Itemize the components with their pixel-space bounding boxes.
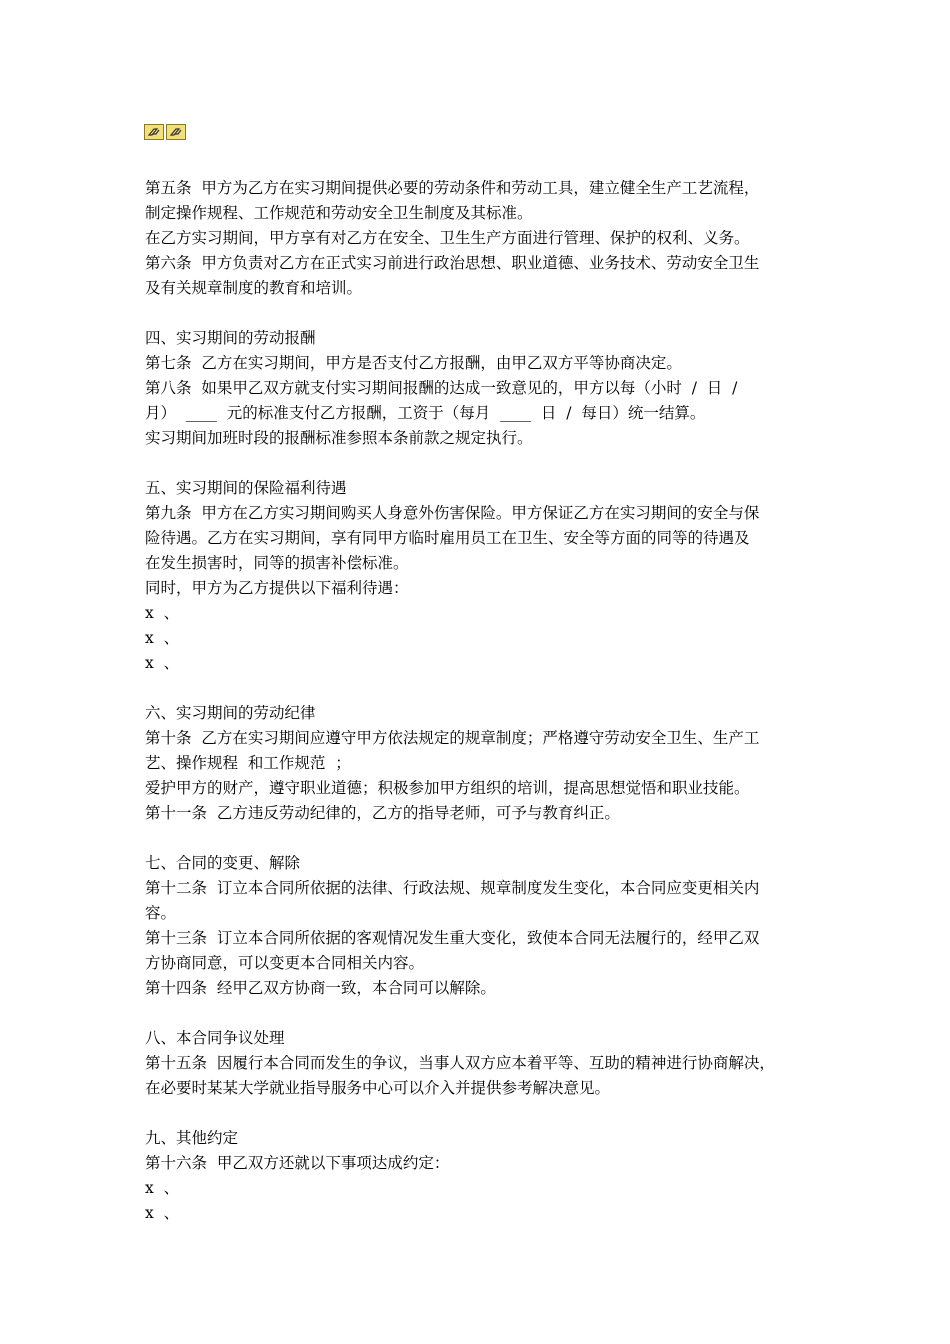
link-icon-glyph bbox=[169, 126, 183, 138]
paragraph-line: 险待遇。乙方在实习期间，享有同甲方临时雇用员工在卫生、安全等方面的同等的待遇及 bbox=[145, 529, 750, 547]
link-icon[interactable] bbox=[144, 124, 164, 140]
list-item: x 、 bbox=[145, 629, 180, 647]
paragraph-line: 艺、操作规程 和工作规范 ； bbox=[145, 754, 351, 772]
paragraph-line: 第十条 乙方在实习期间应遵守甲方依法规定的规章制度；严格遵守劳动安全卫生、生产工 bbox=[145, 729, 760, 747]
paragraph-line: 第十三条 订立本合同所依据的客观情况发生重大变化，致使本合同无法履行的，经甲乙双 bbox=[145, 929, 760, 947]
paragraph-line: 第七条 乙方在实习期间，甲方是否支付乙方报酬，由甲乙双方平等协商决定。 bbox=[145, 354, 682, 372]
icon-group bbox=[144, 124, 186, 140]
paragraph-line: 第八条 如果甲乙双方就支付实习期间报酬的达成一致意见的，甲方以每（小时 / 日 / bbox=[145, 379, 738, 397]
paragraph-line: 制定操作规程、工作规范和劳动安全卫生制度及其标准。 bbox=[145, 204, 533, 222]
list-item: x 、 bbox=[145, 1179, 180, 1197]
section-heading: 四、实习期间的劳动报酬 bbox=[145, 329, 316, 347]
paragraph-line: 月） ____ 元的标准支付乙方报酬，工资于（每月 ____ 日 / 每日）统一结算。 bbox=[145, 404, 706, 422]
section-heading: 五、实习期间的保险福利待遇 bbox=[145, 479, 347, 497]
paragraph-line: 第十二条 订立本合同所依据的法律、行政法规、规章制度发生变化，本合同应变更相关内 bbox=[145, 879, 760, 897]
link-icon[interactable] bbox=[166, 124, 186, 140]
section-heading: 八、本合同争议处理 bbox=[145, 1029, 285, 1047]
link-icon-glyph bbox=[147, 126, 161, 138]
paragraph-line: 第十五条 因履行本合同而发生的争议，当事人双方应本着平等、互助的精神进行协商解决， bbox=[145, 1054, 775, 1072]
list-item: x 、 bbox=[145, 654, 180, 672]
paragraph-line: 第六条 甲方负责对乙方在正式实习前进行政治思想、职业道德、业务技术、劳动安全卫生 bbox=[145, 254, 760, 272]
list-item: x 、 bbox=[145, 1204, 180, 1222]
section-heading: 六、实习期间的劳动纪律 bbox=[145, 704, 316, 722]
paragraph-line: 容。 bbox=[145, 904, 177, 922]
paragraph-line: 同时，甲方为乙方提供以下福利待遇： bbox=[145, 579, 409, 597]
section-heading: 九、其他约定 bbox=[145, 1129, 239, 1147]
paragraph-line: 在发生损害时，同等的损害补偿标准。 bbox=[145, 554, 409, 572]
paragraph-line: 第十四条 经甲乙双方协商一致，本合同可以解除。 bbox=[145, 979, 496, 997]
list-item: x 、 bbox=[145, 604, 180, 622]
paragraph-line: 第九条 甲方在乙方实习期间购买人身意外伤害保险。甲方保证乙方在实习期间的安全与保 bbox=[145, 504, 760, 522]
paragraph-line: 第五条 甲方为乙方在实习期间提供必要的劳动条件和劳动工具，建立健全生产工艺流程， bbox=[145, 179, 760, 197]
paragraph-line: 爱护甲方的财产，遵守职业道德；积极参加甲方组织的培训，提高思想觉悟和职业技能。 bbox=[145, 779, 750, 797]
paragraph-line: 第十一条 乙方违反劳动纪律的，乙方的指导老师，可予与教育纠正。 bbox=[145, 804, 620, 822]
paragraph-line: 在乙方实习期间，甲方享有对乙方在安全、卫生生产方面进行管理、保护的权利、义务。 bbox=[145, 229, 750, 247]
paragraph-line: 及有关规章制度的教育和培训。 bbox=[145, 279, 363, 297]
section-heading: 七、合同的变更、解除 bbox=[145, 854, 301, 872]
paragraph-line: 在必要时某某大学就业指导服务中心可以介入并提供参考解决意见。 bbox=[145, 1079, 611, 1097]
paragraph-line: 第十六条 甲乙双方还就以下事项达成约定： bbox=[145, 1154, 450, 1172]
paragraph-line: 方协商同意，可以变更本合同相关内容。 bbox=[145, 954, 425, 972]
paragraph-line: 实习期间加班时段的报酬标准参照本条前款之规定执行。 bbox=[145, 429, 533, 447]
